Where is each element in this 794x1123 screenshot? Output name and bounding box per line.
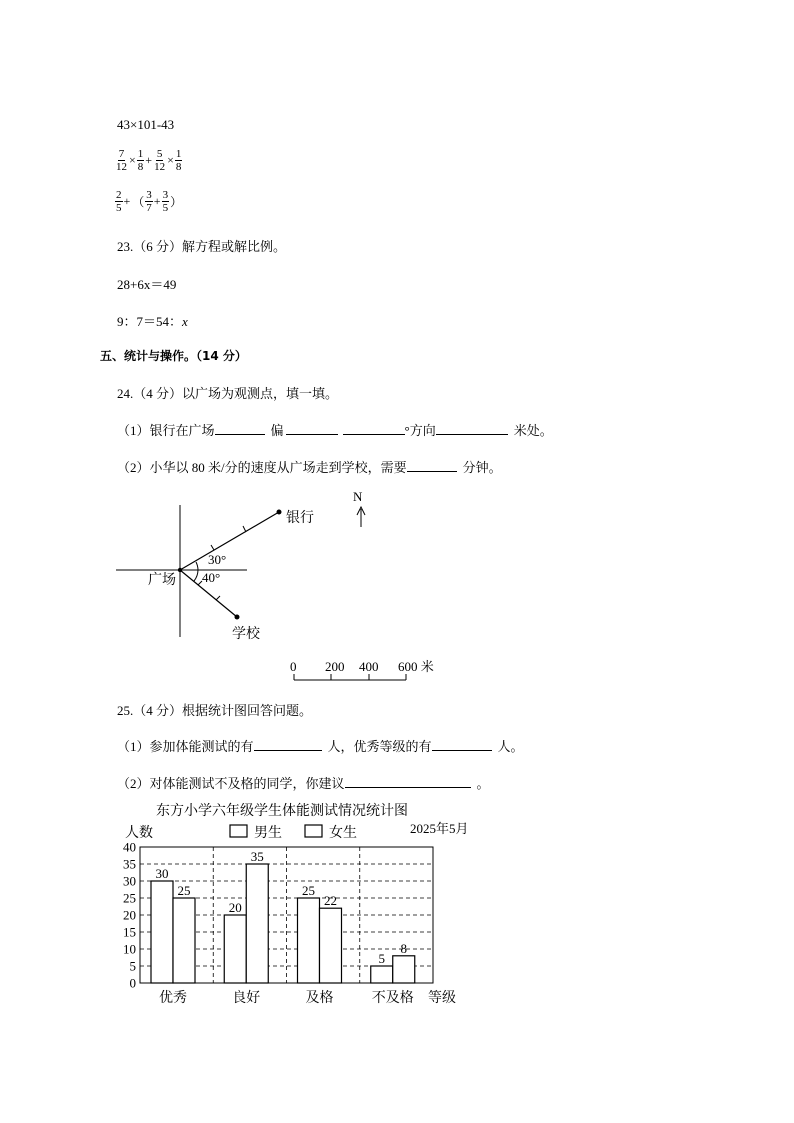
legend-label: 男生 — [254, 826, 282, 841]
bar-value-label: 5 — [378, 951, 385, 966]
bar-value-label: 35 — [250, 849, 264, 864]
bar-value-label: 8 — [400, 940, 407, 956]
school-label: 学校 — [232, 627, 260, 642]
scale-label: 600 米 — [398, 659, 434, 674]
tick-mark — [216, 596, 220, 600]
fraction: $\frac{3}{7}$ — [146, 189, 152, 214]
answer-blank[interactable] — [286, 420, 338, 435]
question-25-title: 25.（4 分）根据统计图回答问题。 — [117, 703, 313, 718]
bank-point — [277, 510, 282, 515]
section-5-title: 五、统计与操作。（14 分） — [100, 349, 247, 363]
scale-label: 200 — [325, 659, 345, 674]
bank-line — [180, 512, 279, 570]
fraction: $\frac{1}{8}$ — [137, 148, 144, 173]
angle-label-30: 30° — [208, 552, 227, 567]
equation-2: 9：7＝54：x — [117, 314, 188, 329]
bar-chart — [110, 795, 490, 1015]
angle-arc-30 — [196, 562, 198, 570]
bar-value-label: 22 — [324, 893, 337, 909]
x-tick-label: 良好 — [232, 991, 261, 1006]
y-tick-label: 40 — [123, 839, 136, 855]
bar-girls — [393, 956, 415, 983]
question-23-title: 23.（6 分）解方程或解比例。 — [117, 239, 287, 254]
y-tick-label: 15 — [123, 924, 136, 940]
y-tick-label: 10 — [123, 941, 136, 957]
y-tick-label: 35 — [123, 856, 136, 872]
tick-mark — [211, 545, 214, 550]
fraction: $\frac{3}{5}$ — [162, 189, 169, 214]
x-tick-label: 及格 — [305, 991, 334, 1006]
y-tick-label: 30 — [123, 873, 136, 889]
bar-boys — [151, 881, 173, 983]
fraction: $\frac{2}{5}$ — [116, 189, 122, 214]
chart-bars — [151, 849, 415, 983]
angle-arc-40 — [194, 570, 198, 581]
angle-label-40: 40° — [202, 570, 221, 585]
question-24-sub1: （1）银行在广场 偏 °方向 米处。 — [117, 420, 553, 439]
square-point — [178, 568, 182, 572]
square-label: 广场 — [148, 573, 176, 588]
chart-title: 东方小学六年级学生体能测试情况统计图 — [156, 804, 408, 819]
bar-girls — [246, 864, 268, 983]
chart-subtitle: 2025年5月 — [410, 821, 469, 836]
legend-swatch — [305, 825, 322, 837]
y-axis-label: 人数 — [125, 826, 153, 841]
legend-label: 女生 — [329, 826, 357, 841]
fraction: $\frac{7}{12}$ — [116, 148, 127, 173]
question-25-sub1: （1）参加体能测试的有 人，优秀等级的有 人。 — [117, 736, 524, 755]
bar-girls — [173, 898, 195, 983]
x-ticks — [159, 989, 414, 1006]
x-tick-label: 不及格 — [371, 991, 414, 1006]
y-tick-label: 5 — [129, 958, 136, 974]
bar-value-label: 30 — [155, 866, 169, 881]
bar-value-label: 25 — [177, 883, 191, 898]
y-tick-label: 0 — [129, 975, 136, 991]
y-tick-label: 20 — [123, 907, 136, 923]
y-tick-label: 25 — [123, 890, 136, 906]
fraction: $\frac{5}{12}$ — [154, 148, 166, 173]
bank-label: 银行 — [286, 511, 314, 526]
calc-expr-1: 43×101-43 — [117, 117, 175, 132]
calc-expr-3: $\frac{2}{5}$ + （ $\frac{3}{7}$ + $\frac{3}{5}$ ） — [116, 189, 183, 214]
legend-swatch — [230, 825, 247, 837]
bar-value-label: 20 — [228, 900, 242, 915]
bar-boys — [371, 966, 393, 983]
chart-legend — [230, 824, 357, 841]
equation-1: 28+6x＝49 — [117, 277, 177, 292]
scale-label: 400 — [359, 659, 379, 674]
fraction: $\frac{1}{8}$ — [175, 148, 182, 173]
answer-blank[interactable] — [215, 420, 265, 435]
answer-blank[interactable] — [407, 457, 457, 472]
answer-blank[interactable] — [345, 773, 471, 788]
bar-value-label: 25 — [302, 883, 315, 898]
question-25-sub2: （2）对体能测试不及格的同学，你建议 。 — [117, 773, 490, 792]
tick-mark — [243, 526, 246, 532]
answer-blank[interactable] — [343, 420, 405, 435]
answer-blank[interactable] — [254, 736, 322, 751]
answer-blank[interactable] — [432, 736, 492, 751]
x-tick-label: 优秀 — [159, 991, 187, 1006]
bar-boys — [298, 898, 320, 983]
direction-diagram — [110, 485, 470, 685]
bar-girls — [320, 908, 342, 983]
north-label: N — [353, 489, 363, 504]
school-point — [235, 615, 240, 620]
y-ticks — [123, 840, 136, 991]
scale-label: 0 — [290, 659, 297, 674]
x-axis-label: 等级 — [428, 991, 456, 1006]
question-24-title: 24.（4 分）以广场为观测点，填一填。 — [117, 386, 339, 401]
calc-expr-2: $\frac{7}{12}$ × $\frac{1}{8}$ + $\frac{5}{12}$ × $\frac{1}{8}$ — [116, 148, 182, 173]
question-24-sub2: （2）小华以 80 米/分的速度从广场走到学校，需要 分钟。 — [117, 457, 502, 476]
bar-boys — [224, 915, 246, 983]
answer-blank[interactable] — [436, 420, 508, 435]
